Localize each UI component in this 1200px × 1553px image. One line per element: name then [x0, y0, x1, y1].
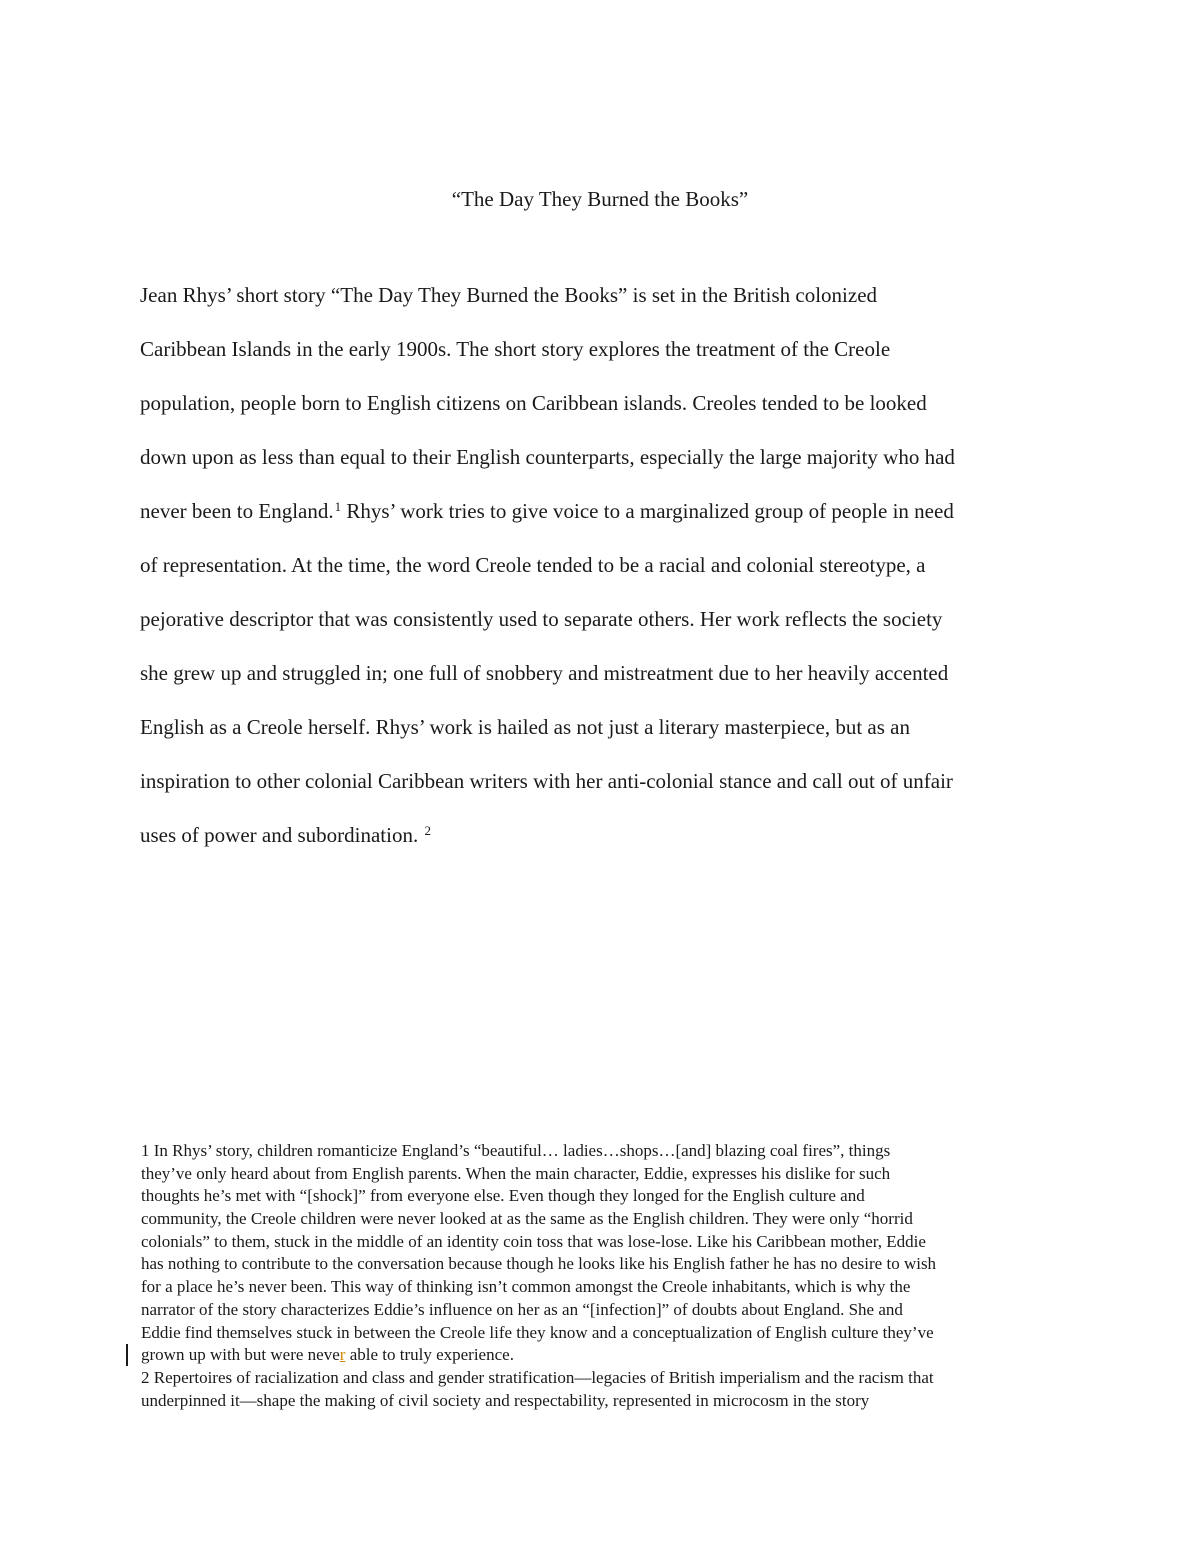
footnote-line: 1 In Rhys’ story, children romanticize England’s “beautiful… ladies…shops…[and] blazing coal fires”, things: [141, 1141, 891, 1160]
footnote-reference-1[interactable]: 1: [334, 499, 342, 514]
footnotes-section[interactable]: [141, 1140, 1081, 1412]
footnote-line: [141, 1344, 1081, 1367]
footnote-line-text: able to truly experience.: [345, 1345, 514, 1365]
footnote-reference-2[interactable]: 2: [424, 823, 431, 838]
footnote-line: narrator of the story characterizes Eddie’s influence on her as an “[infection]” of doubts about England. She and: [141, 1299, 903, 1319]
body-line-text: Rhys’ work tries to give voice to a marginalized group of people in need: [341, 499, 954, 523]
footnote-line: colonials” to them, stuck in the middle of an identity coin toss that was lose-lose. Like his Caribbean mother, Eddie: [141, 1231, 926, 1251]
footnote-2[interactable]: [141, 1367, 1081, 1412]
body-line: Jean Rhys’ short story “The Day They Burned the Books” is set in the British colonized: [140, 283, 878, 307]
body-line-text: uses of power and subordination.: [140, 823, 424, 847]
body-line: of representation. At the time, the word Creole tended to be a racial and colonial stereotype, a: [140, 553, 926, 577]
body-line: English as a Creole herself. Rhys’ work is hailed as not just a literary masterpiece, but as an: [140, 715, 910, 739]
footnote-line: thoughts he’s met with “[shock]” from everyone else. Even though they longed for the English culture and: [141, 1186, 865, 1206]
footnote-line-text: grown up with but were neve: [141, 1345, 340, 1365]
footnote-1[interactable]: [141, 1140, 1081, 1367]
footnote-line: Eddie find themselves stuck in between the Creole life they know and a conceptualization of English culture they’ve: [141, 1322, 934, 1342]
footnote-line: for a place he’s never been. This way of thinking isn’t common amongst the Creole inhabitants, which is why the: [141, 1277, 911, 1297]
body-line: [140, 820, 1060, 874]
footnote-line: underpinned it—shape the making of civil society and respectability, represented in microcosm in the story: [141, 1390, 870, 1410]
body-line: [140, 496, 1060, 550]
cursor-highlighted-char: r: [339, 1345, 346, 1365]
footnote-line: community, the Creole children were never looked at as the same as the English children. They were only “horrid: [141, 1209, 913, 1229]
footnote-line: 2 Repertoires of racialization and class and gender stratification—legacies of British imperialism and the racism that: [141, 1367, 934, 1387]
body-line: she grew up and struggled in; one full of snobbery and mistreatment due to her heavily accented: [140, 661, 949, 685]
footnote-line: they’ve only heard about from English parents. When the main character, Eddie, expresses his dislike for such: [141, 1163, 891, 1183]
footnote-line: has nothing to contribute to the conversation because though he looks like his English father he has no desire to wish: [141, 1254, 937, 1274]
document-title: “The Day They Burned the Books”: [451, 187, 749, 211]
text-cursor: [126, 1344, 128, 1366]
body-line: down upon as less than equal to their English counterparts, especially the large majority who had: [140, 445, 955, 469]
body-paragraph[interactable]: [140, 280, 1060, 874]
body-line: Caribbean Islands in the early 1900s. The short story explores the treatment of the Creole: [140, 337, 891, 361]
body-line: population, people born to English citizens on Caribbean islands. Creoles tended to be looked: [140, 391, 927, 415]
body-line-text: never been to England.: [140, 499, 334, 523]
body-line: inspiration to other colonial Caribbean writers with her anti-colonial stance and call out of unfair: [140, 769, 953, 793]
body-line: pejorative descriptor that was consistently used to separate others. Her work reflects the society: [140, 607, 943, 631]
